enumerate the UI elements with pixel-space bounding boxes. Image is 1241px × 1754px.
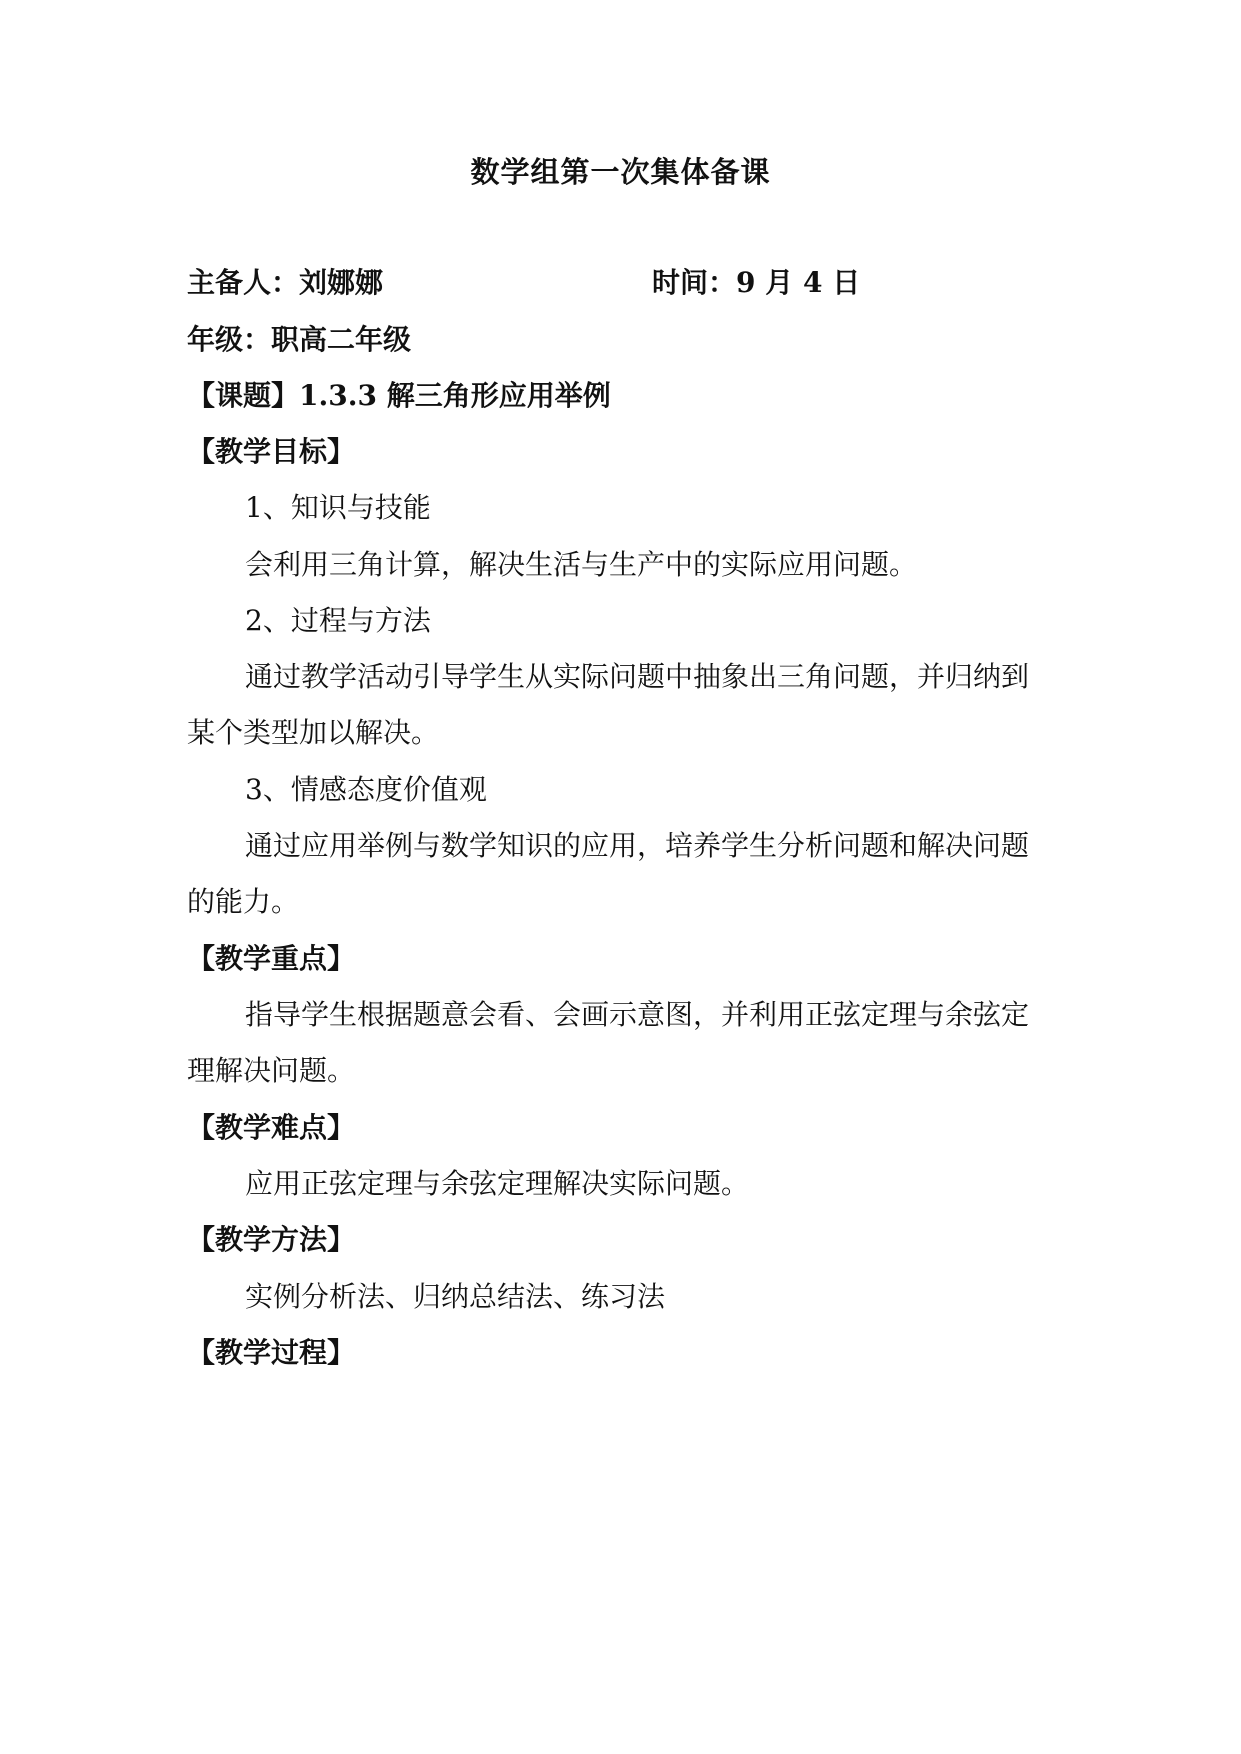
objective-1-title: 1、知识与技能: [245, 491, 431, 524]
objective-1-text: 会利用三角计算，解决生活与生产中的实际应用问题。: [245, 548, 918, 581]
objective-2-title: 2、过程与方法: [245, 604, 431, 637]
objective-2-text-line1: 通过教学活动引导学生从实际问题中抽象出三角问题，并归纳到: [245, 660, 1030, 693]
key-points-heading: 【教学重点】: [187, 942, 356, 975]
process-heading: 【教学过程】: [187, 1336, 356, 1369]
objective-2-text-line2: 某个类型加以解决。: [187, 716, 440, 749]
grade-line: 年级：职高二年级: [187, 323, 412, 356]
time-line: 时间：9 月 4 日: [652, 266, 861, 299]
difficulties-text: 应用正弦定理与余弦定理解决实际问题。: [245, 1167, 750, 1200]
preparer-line: 主备人：刘娜娜: [187, 266, 384, 299]
document-title: 数学组第一次集体备课: [470, 155, 771, 189]
objectives-heading: 【教学目标】: [187, 435, 356, 468]
difficulties-heading: 【教学难点】: [187, 1111, 356, 1144]
key-points-text-line1: 指导学生根据题意会看、会画示意图，并利用正弦定理与余弦定: [245, 998, 1030, 1031]
topic-line: 【课题】1.3.3 解三角形应用举例: [187, 379, 611, 412]
methods-text: 实例分析法、归纳总结法、练习法: [245, 1280, 666, 1313]
objective-3-title: 3、情感态度价值观: [245, 773, 487, 806]
objective-3-text-line1: 通过应用举例与数学知识的应用，培养学生分析问题和解决问题: [245, 829, 1030, 862]
key-points-text-line2: 理解决问题。: [187, 1054, 356, 1087]
objective-3-text-line2: 的能力。: [187, 885, 300, 918]
methods-heading: 【教学方法】: [187, 1223, 356, 1256]
